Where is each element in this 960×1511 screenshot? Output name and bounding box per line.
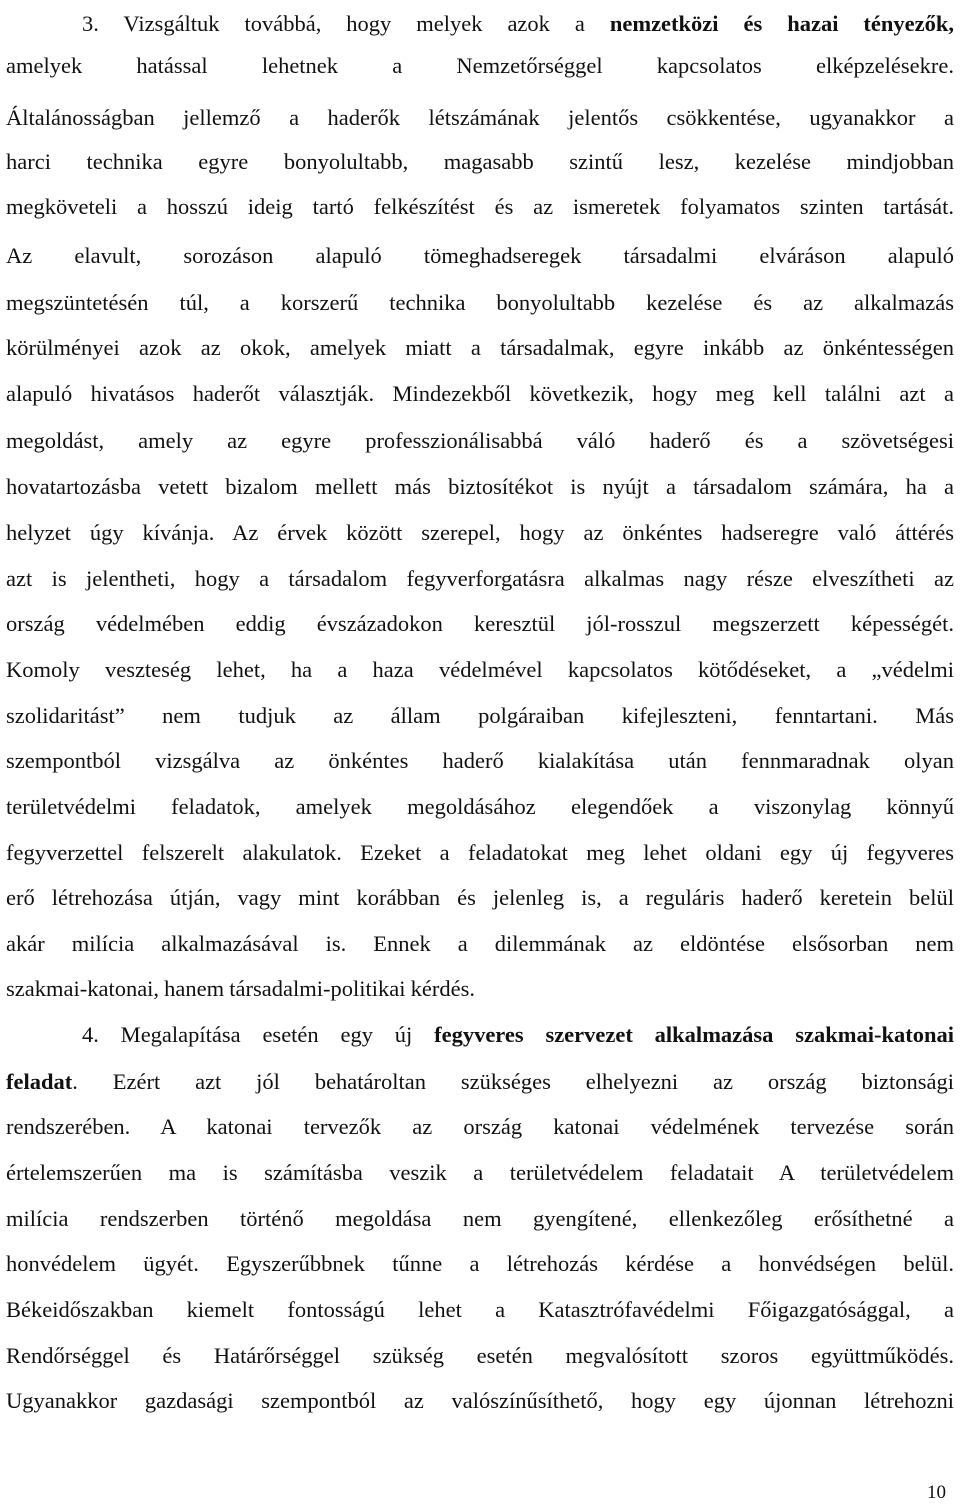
text-line: szolidaritást” nem tudjuk az állam polgáraiban kifejleszteni, fenntartani. Más: [6, 703, 954, 728]
paragraph-end-line: szakmai-katonai, hanem társadalmi-politikai kérdés.: [6, 976, 475, 1001]
bold-phrase: nemzetközi és hazai tényezők,: [609, 11, 954, 36]
text-line: Komoly veszteség lehet, ha a haza védelmével kapcsolatos kötődéseket, a „védelmi: [6, 657, 954, 682]
text-line: amelyek hatással lehetnek a Nemzetőrséggel kapcsolatos elképzelésekre.: [6, 53, 954, 78]
paragraph-3-line: 3. Vizsgáltuk továbbá, hogy melyek azok a nemzetközi és hazai tényezők,: [82, 11, 954, 36]
text-line: Békeidőszakban kiemelt fontosságú lehet a Katasztrófavédelmi Főigazgatósággal, a: [6, 1297, 954, 1322]
text-line: megoldást, amely az egyre professzionálisabbá váló haderő és a szövetségesi: [6, 428, 954, 453]
text-line: harci technika egyre bonyolultabb, magasabb szintű lesz, kezelése mindjobban: [6, 149, 954, 174]
text-line: szempontból vizsgálva az önkéntes haderő kialakítása után fennmaradnak olyan: [6, 748, 954, 773]
text-line: körülményei azok az okok, amelyek miatt a társadalmak, egyre inkább az önkéntességen: [6, 335, 954, 360]
text-line: hovatartozásba vetett bizalom mellett más biztosítékot is nyújt a társadalom számára, ha a: [6, 474, 954, 499]
text-line: értelemszerűen ma is számításba veszik a területvédelem feladatait A területvédelem: [6, 1160, 954, 1185]
text-line: akár milícia alkalmazásával is. Ennek a dilemmának az eldöntése elsősorban nem: [6, 931, 954, 956]
text-line: fegyverzettel felszerelt alakulatok. Ezeket a feladatokat meg lehet oldani egy új fegyveres: [6, 840, 954, 865]
text-line: Általánosságban jellemző a haderők létszámának jelentős csökkentése, ugyanakkor a: [6, 105, 954, 130]
text-line: ország védelmében eddig évszázadokon keresztül jól-rosszul megszerzett képességét.: [6, 611, 954, 636]
bold-phrase: fegyveres szervezet alkalmazása szakmai-katonai: [434, 1022, 954, 1047]
text-line: Az elavult, sorozáson alapuló tömeghadseregek társadalmi elváráson alapuló: [6, 243, 954, 268]
text-line: milícia rendszerben történő megoldása nem gyengítené, ellenkezőleg erősíthetné a: [6, 1206, 954, 1231]
bold-phrase: feladat: [6, 1069, 73, 1094]
page-number: 10: [927, 1482, 946, 1503]
text-line: megszüntetésén túl, a korszerű technika bonyolultabb kezelése és az alkalmazás: [6, 290, 954, 315]
paragraph-4-line: 4. Megalapítása esetén egy új fegyveres szervezet alkalmazása szakmai-katonai: [82, 1022, 954, 1047]
text-line: területvédelmi feladatok, amelyek megoldásához elegendőek a viszonylag könnyű: [6, 794, 954, 819]
text-line: Rendőrséggel és Határőrséggel szükség esetén megvalósított szoros együttműködés.: [6, 1343, 954, 1368]
text-line: azt is jelentheti, hogy a társadalom fegyverforgatásra alkalmas nagy része elveszítheti az: [6, 566, 954, 591]
text-line: rendszerében. A katonai tervezők az ország katonai védelmének tervezése során: [6, 1114, 954, 1139]
text-line: megköveteli a hosszú ideig tartó felkészítést és az ismeretek folyamatos szinten tartását.: [6, 194, 954, 219]
text-line: erő létrehozása útján, vagy mint korábban és jelenleg is, a reguláris haderő keretein belül: [6, 885, 954, 910]
text-line: alapuló hivatásos haderőt választják. Mindezekből következik, hogy meg kell találni azt a: [6, 381, 954, 406]
text-line: feladat. Ezért azt jól behatároltan szükséges elhelyezni az ország biztonsági: [6, 1069, 954, 1094]
text-line: honvédelem ügyét. Egyszerűbbnek tűnne a létrehozás kérdése a honvédségen belül.: [6, 1251, 954, 1276]
text-line: helyzet úgy kívánja. Az érvek között szerepel, hogy az önkéntes hadseregre való áttérés: [6, 520, 954, 545]
text-line: Ugyanakkor gazdasági szempontból az valószínűsíthető, hogy egy újonnan létrehozni: [6, 1388, 954, 1413]
